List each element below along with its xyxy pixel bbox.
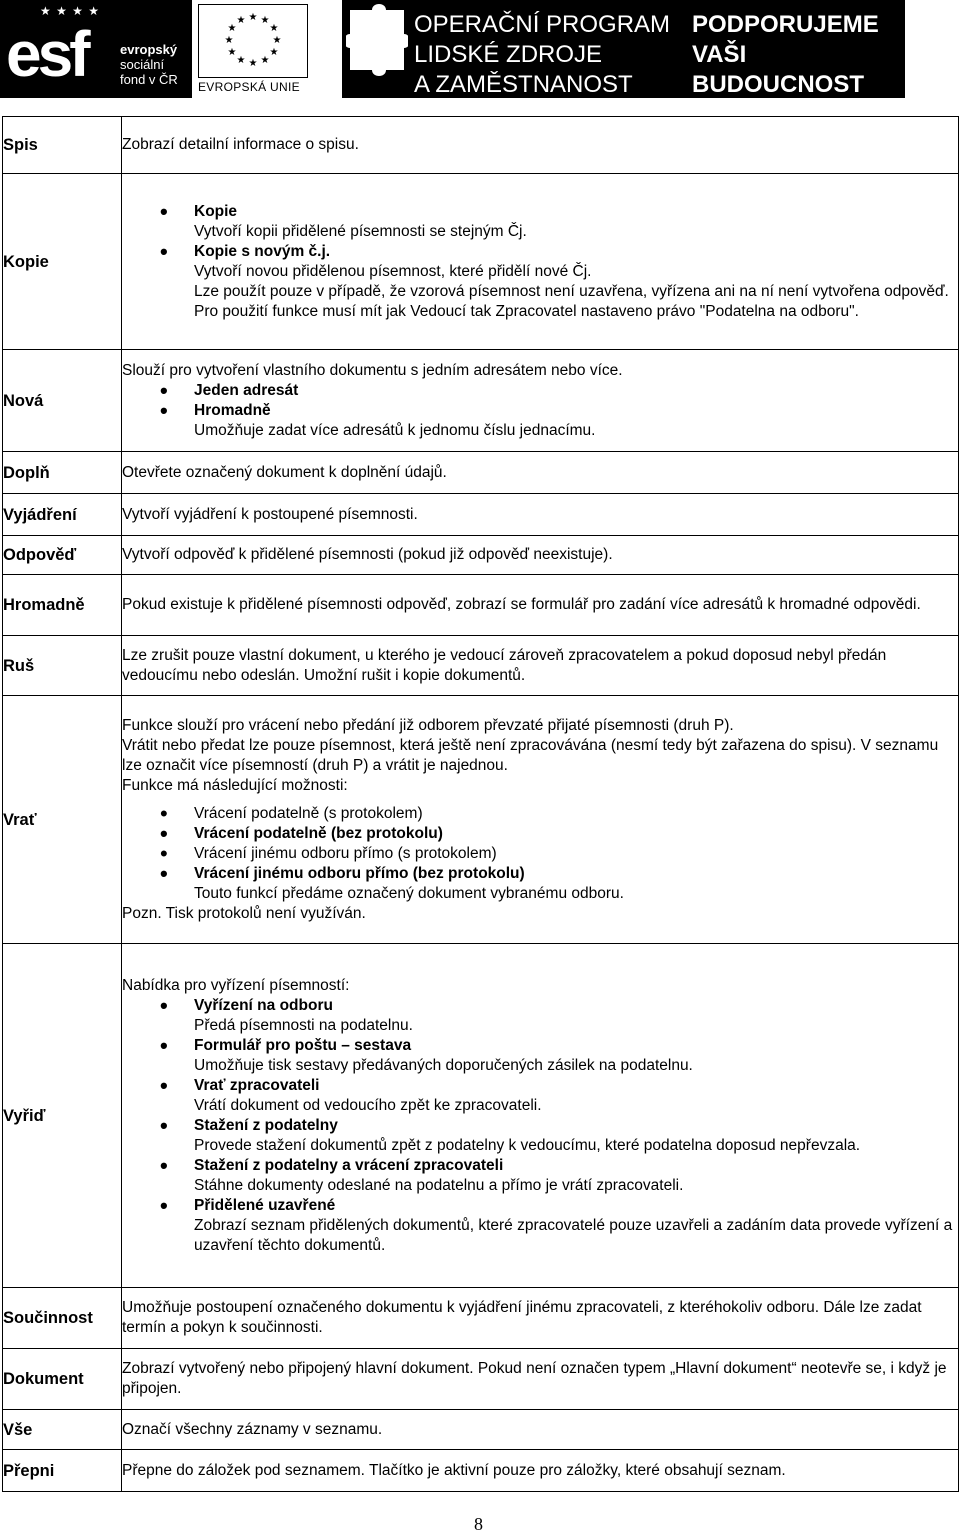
bullet-item: • Stažení z podatelny a vrácení zpracovateli	[122, 1156, 958, 1176]
function-name: Odpověď	[3, 536, 122, 575]
description-text: Nabídka pro vyřízení písemností:	[122, 976, 350, 994]
table-row	[3, 696, 959, 944]
bullet-item: • Vrať zpracovateli	[122, 1076, 958, 1096]
bullet-text: Pro použití funkce musí mít jak Vedoucí tak Zpracovatel nastaveno právo "Podatelna na odboru".	[194, 302, 859, 320]
function-name: Vrať	[3, 696, 122, 944]
function-description	[122, 350, 959, 452]
function-name: Hromadně	[3, 575, 122, 636]
function-name: Vyjádření	[3, 494, 122, 536]
eu-label: EVROPSKÁ UNIE	[198, 80, 300, 94]
function-description: Zobrazí vytvořený nebo připojený hlavní dokument. Pokud není označen typem „Hlavní dokument“ neotevře se, i když je připojen.	[122, 1349, 959, 1410]
puzzle-icon	[346, 4, 408, 94]
op-line2: LIDSKÉ ZDROJE	[414, 41, 603, 68]
bullet-item: • Vrácení podatelně (bez protokolu)	[122, 824, 958, 844]
table-row	[3, 117, 959, 174]
bullet-text: Stáhne dokumenty odeslané na podatelnu a přímo je vrátí zpracovateli.	[194, 1176, 684, 1194]
function-description	[122, 696, 959, 944]
svg-text:★: ★	[224, 35, 234, 46]
bullet-item: • Jeden adresát	[122, 381, 958, 401]
page-number: 8	[474, 1514, 483, 1534]
function-description	[122, 174, 959, 350]
function-description: Vytvoří vyjádření k postoupené písemnosti.	[122, 494, 959, 536]
description-text: Slouží pro vytvoření vlastního dokumentu s jedním adresátem nebo více.	[122, 361, 623, 379]
bullet-text: Zobrazí seznam přidělených dokumentů, které zpracovatelé pouze uzavřeli a zadáním data provede vyřízení a uzavření těchto dokumentů.	[194, 1216, 953, 1254]
eu-flag-icon	[198, 4, 308, 78]
table-row	[3, 1450, 959, 1492]
function-description: Vytvoří odpověď k přidělené písemnosti (pokud již odpověď neexistuje).	[122, 536, 959, 575]
eu-stars-icon: ★ ★ ★ ★	[40, 4, 101, 18]
function-description: Označí všechny záznamy v seznamu.	[122, 1410, 959, 1450]
eu-logo-block	[196, 0, 312, 98]
svg-text:★: ★	[227, 47, 237, 58]
esf-line1: evropský	[120, 42, 178, 57]
table-row	[3, 452, 959, 494]
bullet-item: • Vrácení jinému odboru přímo (s protokolem)	[122, 844, 958, 864]
op-program-title	[414, 10, 670, 100]
bullet-item: • Vyřízení na odboru	[122, 996, 958, 1016]
bullet-text: Provede stažení dokumentů zpět z podatelny k vedoucímu, které podatelna doposud nepřevzala.	[194, 1136, 861, 1154]
function-name: Součinnost	[3, 1288, 122, 1349]
function-description: Otevřete označený dokument k doplnění údajů.	[122, 452, 959, 494]
function-description: Umožňuje postoupení označeného dokumentu k vyjádření jinému zpracovateli, z kteréhokoliv odboru. Dále lze zadat termín a pokyn k součinnosti.	[122, 1288, 959, 1349]
op-line3: A ZAMĚSTNANOST	[414, 71, 633, 98]
description-text: Funkce slouží pro vrácení nebo předání již odborem převzaté přijaté písemnosti (druh P).	[122, 716, 734, 734]
bullet-text: Touto funkcí předáme označený dokument vybranému odboru.	[194, 884, 624, 902]
description-text: Vrátit nebo předat lze pouze písemnost, která ještě není zpracovávána (nesmí tedy být zařazena do spisu). V seznamu lze označit více písemností (druh P) a vrátit je najednou.	[122, 736, 939, 774]
header-banner	[0, 0, 905, 128]
bullet-text: Vytvoří novou přidělenou písemnost, které přidělí nové Čj.	[194, 262, 592, 280]
function-name: Kopie	[3, 174, 122, 350]
op-line1: OPERAČNÍ PROGRAM	[414, 11, 671, 38]
bullet-text: Předá písemnosti na podatelnu.	[194, 1016, 413, 1034]
function-name: Doplň	[3, 452, 122, 494]
bullet-text: Umožňuje tisk sestavy předávaných doporučených zásilek na podatelnu.	[194, 1056, 693, 1074]
table-row	[3, 350, 959, 452]
bullet-text: Umožňuje zadat více adresátů k jednomu číslu jednacímu.	[194, 421, 596, 439]
esf-website: www.esfcr.cz	[692, 101, 842, 128]
description-text: Funkce má následující možnosti:	[122, 776, 348, 794]
esf-caption	[120, 42, 178, 87]
esf-line2: sociální	[120, 57, 165, 72]
function-table	[2, 116, 959, 1492]
function-description: Pokud existuje k přidělené písemnosti odpověď, zobrazí se formulář pro zadání více adresátů k hromadné odpovědi.	[122, 575, 959, 636]
bullet-item: • Vrácení podatelně (s protokolem)	[122, 804, 958, 824]
esf-line3: fond v ČR	[120, 72, 178, 87]
svg-text:★: ★	[236, 15, 246, 26]
table-row	[3, 536, 959, 575]
svg-text:★: ★	[260, 15, 270, 26]
bullet-item: • Vrácení jinému odboru přímo (bez protokolu)	[122, 864, 958, 884]
svg-text:★: ★	[236, 55, 246, 66]
function-name: Vyřiď	[3, 944, 122, 1288]
table-row	[3, 174, 959, 350]
bullet-text: Vytvoří kopii přidělené písemnosti se stejným Čj.	[194, 222, 527, 240]
svg-text:★: ★	[248, 58, 258, 69]
table-row	[3, 944, 959, 1288]
svg-text:★: ★	[269, 23, 279, 34]
table-row	[3, 1410, 959, 1450]
bullet-item: • Hromadně	[122, 401, 958, 421]
function-name: Vše	[3, 1410, 122, 1450]
table-row	[3, 575, 959, 636]
bullet-item: • Formulář pro poštu – sestava	[122, 1036, 958, 1056]
esf-logo: esf	[6, 18, 87, 90]
svg-text:★: ★	[269, 47, 279, 58]
function-name: Přepni	[3, 1450, 122, 1492]
bullet-item: • Stažení z podatelny	[122, 1116, 958, 1136]
support-slogan	[692, 10, 905, 130]
table-row	[3, 494, 959, 536]
function-description: Přepne do záložek pod seznamem. Tlačítko je aktivní pouze pro záložky, které obsahují seznam.	[122, 1450, 959, 1492]
svg-text:★: ★	[260, 55, 270, 66]
function-name: Nová	[3, 350, 122, 452]
table-row	[3, 1288, 959, 1349]
op-logo-block	[342, 0, 905, 128]
bullet-item: • Přidělené uzavřené	[122, 1196, 958, 1216]
bullet-item: • Kopie	[122, 202, 958, 222]
table-row	[3, 1349, 959, 1410]
function-name: Ruš	[3, 636, 122, 696]
function-description: Lze zrušit pouze vlastní dokument, u kterého je vedoucí zároveň zpracovatelem a pokud doposud nebyl předán vedoucímu nebo odeslán. Umožní rušit i kopie dokumentů.	[122, 636, 959, 696]
sup-line2: VAŠI BUDOUCNOST	[692, 41, 864, 98]
function-description: Zobrazí detailní informace o spisu.	[122, 117, 959, 174]
svg-text:★: ★	[227, 23, 237, 34]
function-description	[122, 944, 959, 1288]
note-text: Pozn. Tisk protokolů není využíván.	[122, 904, 366, 922]
svg-text:★: ★	[272, 35, 282, 46]
bullet-text: Vrátí dokument od vedoucího zpět ke zpracovateli.	[194, 1096, 542, 1114]
table-row	[3, 636, 959, 696]
function-name: Spis	[3, 117, 122, 174]
sup-line1: PODPORUJEME	[692, 11, 879, 38]
function-name: Dokument	[3, 1349, 122, 1410]
bullet-item: • Kopie s novým č.j.	[122, 242, 958, 262]
esf-logo-block	[0, 0, 192, 98]
bullet-text: Lze použít pouze v případě, že vzorová písemnost není uzavřena, vyřízena ani na ní není vytvořena odpověď.	[194, 282, 949, 300]
svg-text:★: ★	[248, 12, 258, 23]
